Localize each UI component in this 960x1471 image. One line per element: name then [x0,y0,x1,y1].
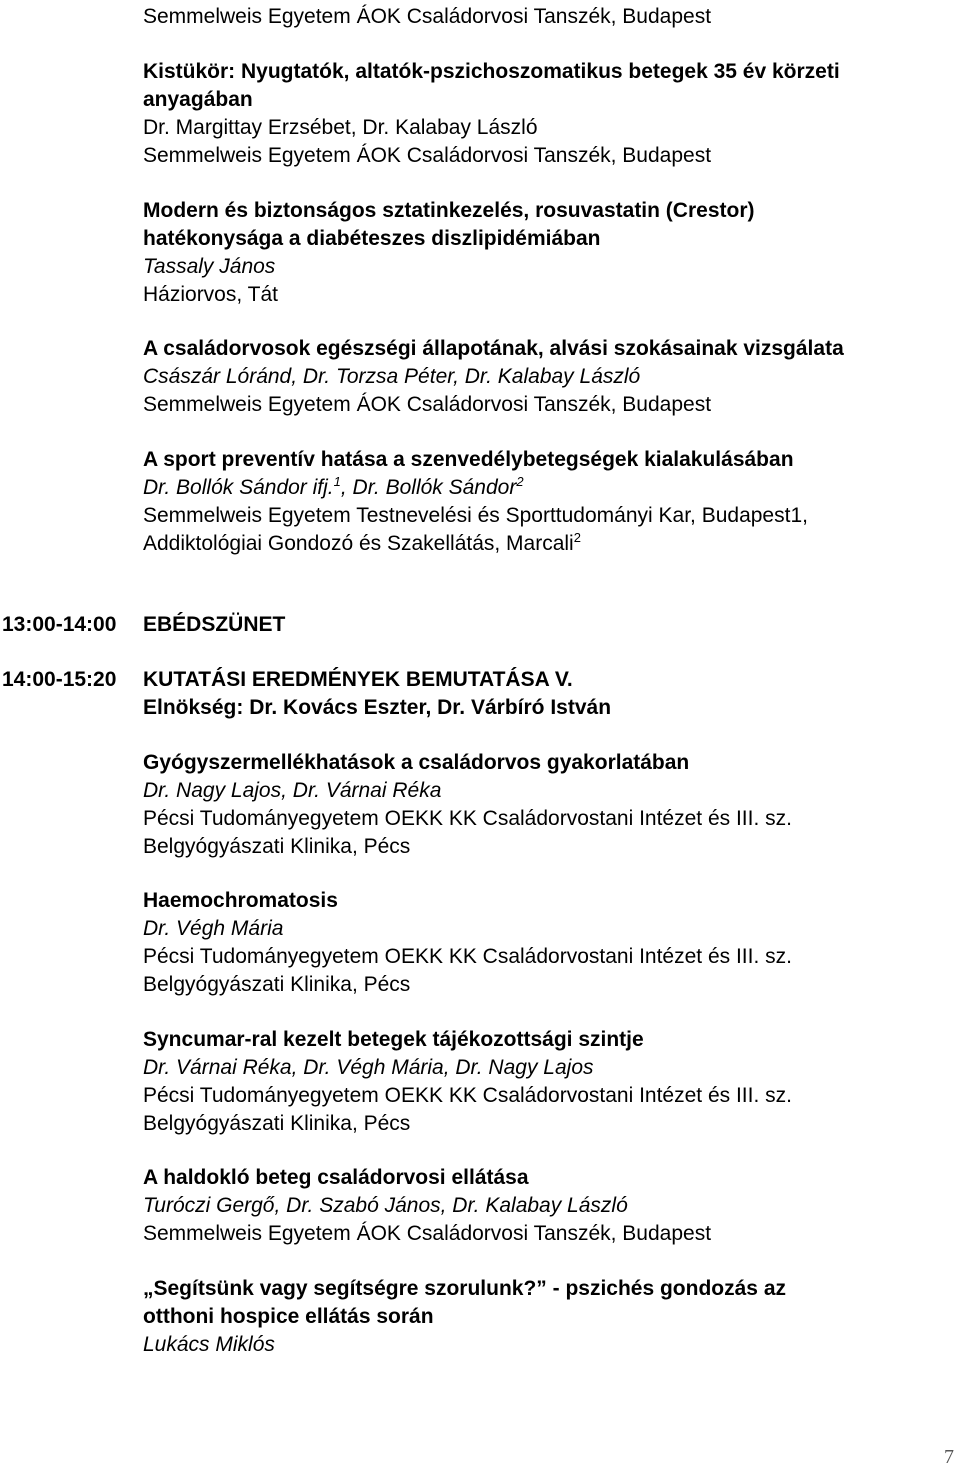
affiliation: Pécsi Tudományegyetem OEKK KK Családorvostani Intézet és III. sz. [143,807,792,830]
talk-title: otthoni hospice ellátás során [143,1305,434,1328]
affiliation: Addiktológiai Gondozó és Szakellátás, Marcali$^2$ [143,530,581,555]
affiliation: Semmelweis Egyetem ÁOK Családorvosi Tanszék, Budapest [143,144,712,167]
affiliation: Belgyógyászati Klinika, Pécs [143,835,411,858]
talk-title: hatékonysága a diabéteszes diszlipidémiában [143,227,601,250]
affiliation: Semmelweis Egyetem ÁOK Családorvosi Tanszék, Budapest [143,393,712,416]
talk-authors: Dr. Nagy Lajos, Dr. Várnai Réka [143,779,442,802]
talk-title: anyagában [143,88,253,111]
affiliation: Belgyógyászati Klinika, Pécs [143,1112,411,1135]
lunch-time: 13:00-14:00 [2,613,117,636]
talk-authors: Turóczi Gergő, Dr. Szabó János, Dr. Kalabay László [143,1194,628,1217]
affiliation: Semmelweis Egyetem Testnevelési és Sporttudományi Kar, Budapest1, [143,504,808,527]
talk-title: Syncumar-ral kezelt betegek tájékozottsági szintje [143,1028,644,1051]
talk-title: A haldokló beteg családorvosi ellátása [143,1166,529,1189]
session-time: 14:00-15:20 [2,668,117,691]
session-title: KUTATÁSI EREDMÉNYEK BEMUTATÁSA V. [143,668,573,691]
session-chairs: Elnökség: Dr. Kovács Eszter, Dr. Várbíró István [143,696,612,719]
talk-title: A családorvosok egészségi állapotának, alvási szokásainak vizsgálata [143,337,844,360]
talk-title: „Segítsünk vagy segítségre szorulunk?” - pszichés gondozás az [143,1277,786,1300]
talk-authors: Császár Lóránd, Dr. Torzsa Péter, Dr. Kalabay László [143,365,641,388]
talk-title: A sport preventív hatása a szenvedélybetegségek kialakulásában [143,448,794,471]
talk-authors: Dr. Margittay Erzsébet, Dr. Kalabay László [143,116,538,139]
affiliation: Pécsi Tudományegyetem OEKK KK Családorvostani Intézet és III. sz. [143,1084,792,1107]
affiliation: Belgyógyászati Klinika, Pécs [143,973,411,996]
page-number: 7 [944,1446,954,1468]
lunch-label: EBÉDSZÜNET [143,613,286,636]
affiliation: Semmelweis Egyetem ÁOK Családorvosi Tanszék, Budapest [143,5,712,28]
talk-authors: Dr. Bollók Sándor ifj.$^1$, Dr. Bollók Sándor$^2$ [143,474,524,499]
talk-title: Haemochromatosis [143,889,338,912]
affiliation: Semmelweis Egyetem ÁOK Családorvosi Tanszék, Budapest [143,1222,712,1245]
affiliation: Háziorvos, Tát [143,283,278,306]
talk-authors: Lukács Miklós [143,1333,275,1356]
talk-title: Modern és biztonságos sztatinkezelés, rosuvastatin (Crestor) [143,199,755,222]
talk-title: Gyógyszermellékhatások a családorvos gyakorlatában [143,751,690,774]
talk-authors: Dr. Várnai Réka, Dr. Végh Mária, Dr. Nagy Lajos [143,1056,594,1079]
talk-title: Kistükör: Nyugtatók, altatók-pszichoszomatikus betegek 35 év körzeti [143,60,840,83]
talk-authors: Tassaly János [143,255,276,278]
affiliation: Pécsi Tudományegyetem OEKK KK Családorvostani Intézet és III. sz. [143,945,792,968]
talk-authors: Dr. Végh Mária [143,917,284,940]
